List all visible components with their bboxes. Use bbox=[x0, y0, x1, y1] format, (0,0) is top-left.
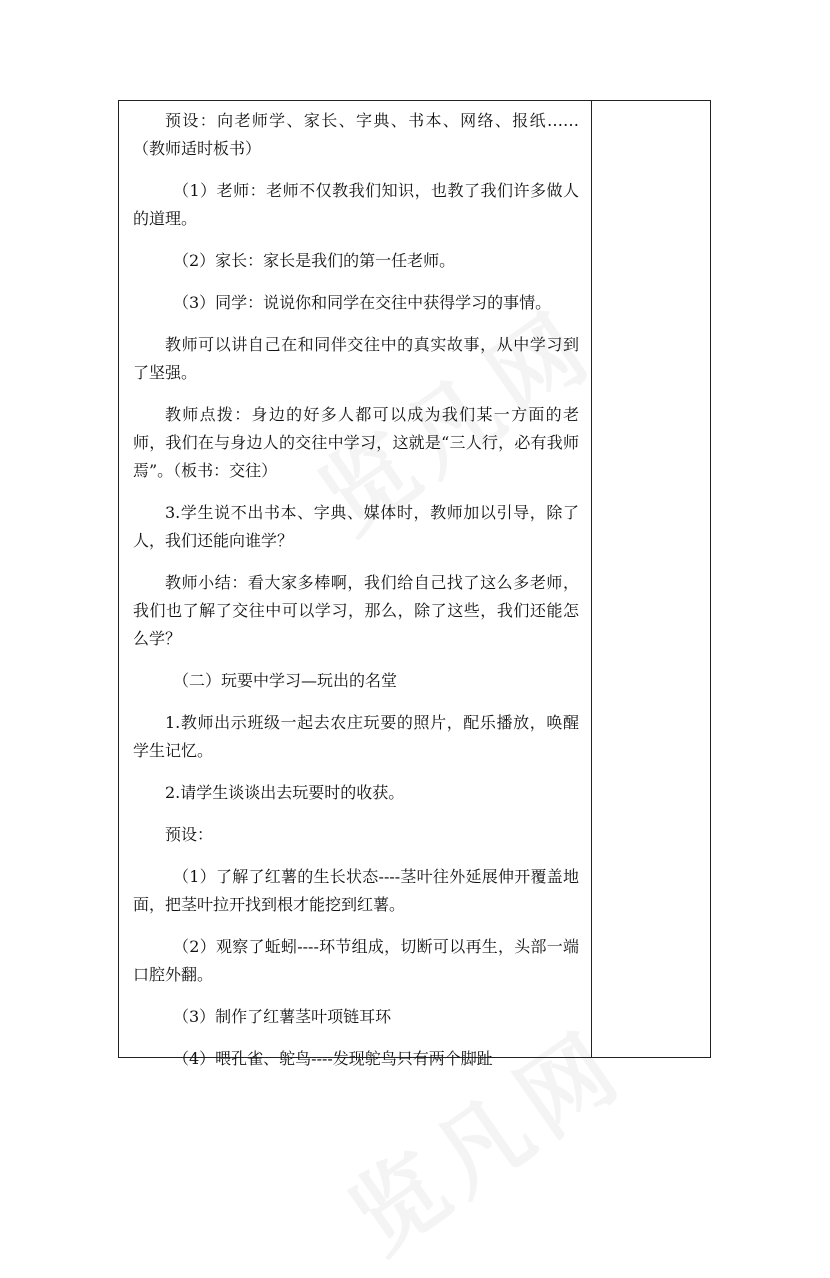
step-3-paragraph: 3.学生说不出书本、字典、媒体时，教师加以引导，除了人，我们还能向谁学？ bbox=[133, 503, 579, 550]
teacher-summary-paragraph: 教师小结：看大家多棒啊，我们给自己找了这么多老师，我们也了解了交往中可以学习，那么，除了这些，我们还能怎么学？ bbox=[133, 573, 579, 648]
lesson-table bbox=[118, 100, 711, 1068]
lesson-content-cell bbox=[119, 101, 591, 1087]
preset-item-teacher: （1）老师：老师不仅教我们知识，也教了我们许多做人的道理。 bbox=[133, 181, 579, 228]
preset-item-classmate: （3）同学：说说你和同学在交往中获得学习的事情。 bbox=[173, 293, 552, 312]
section-heading: （二）玩要中学习—玩出的名堂 bbox=[173, 671, 398, 690]
preset-label: 预设： bbox=[165, 825, 214, 844]
preset-item-ostrich: （4）喂孔雀、鸵鸟----发现鸵鸟只有两个脚趾 bbox=[173, 1049, 493, 1068]
preset-item-earthworm: （2）观察了蚯蚓----环节组成，切断可以再生，头部一端口腔外翻。 bbox=[133, 937, 579, 984]
notes-cell bbox=[592, 101, 710, 1057]
preset-paragraph: 预设：向老师学、家长、字典、书本、网络、报纸……（教师适时板书） bbox=[133, 111, 579, 158]
step-2-paragraph: 2.请学生谈谈出去玩要时的收获。 bbox=[165, 783, 405, 802]
preset-item-sweet-potato: （1）了解了红薯的生长状态----茎叶往外延展伸开覆盖地面，把茎叶拉开找到根才能挖到红薯。 bbox=[133, 867, 579, 914]
preset-item-parent: （2）家长：家长是我们的第一任老师。 bbox=[173, 251, 456, 270]
step-1-paragraph: 1.教师出示班级一起去农庄玩要的照片，配乐播放，唤醒学生记忆。 bbox=[133, 713, 579, 760]
teacher-story-paragraph: 教师可以讲自己在和同伴交往中的真实故事，从中学习到了坚强。 bbox=[133, 335, 579, 382]
preset-item-necklace: （3）制作了红薯茎叶项链耳环 bbox=[173, 1007, 392, 1026]
teacher-guidance-paragraph: 教师点拨：身边的好多人都可以成为我们某一方面的老师，我们在与身边人的交往中学习，这就是“三人行，必有我师焉”。（板书：交往） bbox=[133, 405, 579, 480]
